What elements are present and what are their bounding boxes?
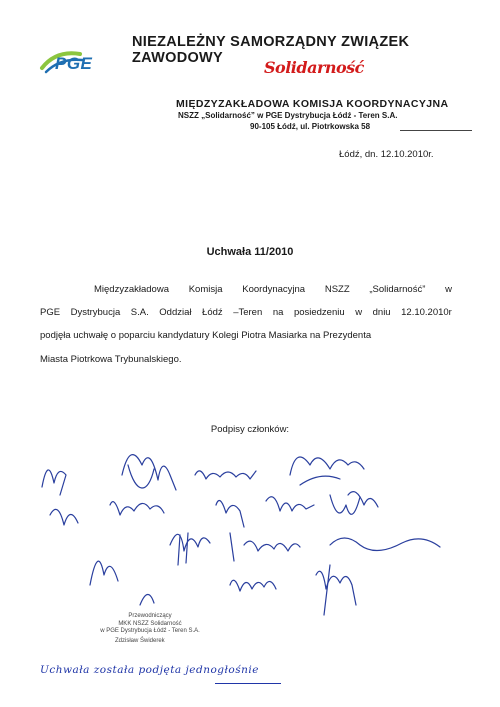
resolution-line-2 <box>40 307 452 318</box>
address-rule <box>400 130 472 131</box>
committee-name: MIĘDZYZAKŁADOWA KOMISJA KOORDYNACYJNA <box>176 98 449 110</box>
word: Międzyzakładowa <box>94 284 169 295</box>
resolution-line-3: podjęła uchwałę o poparciu kandydatury Kolegi Piotra Masiarka na Prezydenta <box>40 330 372 341</box>
word: Koordynacyjna <box>242 284 306 295</box>
word: Komisja <box>188 284 223 295</box>
handwritten-note: Uchwała została podjęta jednogłośnie <box>40 664 259 676</box>
chair-stamp <box>80 613 220 636</box>
address: 90-105 Łódź, ul. Piotrkowska 58 <box>250 122 371 131</box>
word: NSZZ <box>324 284 350 295</box>
place-date: Łódź, dn. 12.10.2010r. <box>339 149 434 160</box>
word: „Solidarność” <box>369 284 426 295</box>
word: 12.10.2010r <box>401 307 452 318</box>
chair-stamp-line: MKK NSZZ Solidarność <box>118 620 182 627</box>
resolution-line-1 <box>94 284 452 295</box>
word: –Teren <box>233 307 263 318</box>
signatures-scribbles <box>30 435 470 630</box>
union-title: NIEZALEŻNY SAMORZĄDNY ZWIĄZEK ZAWODOWY <box>132 34 410 66</box>
word: Dystrybucja <box>70 307 121 318</box>
committee-subline: NSZZ „Solidarność” w PGE Dystrybucja Łódź - Teren S.A. <box>178 111 398 120</box>
signatures-label: Podpisy członków: <box>210 424 290 435</box>
solidarity-logo: Solidarność <box>264 58 364 77</box>
chair-stamp-line: Przewodniczący <box>128 613 172 619</box>
word: na <box>272 307 284 318</box>
word: Łódź <box>202 307 223 318</box>
word: posiedzeniu <box>293 307 345 318</box>
resolution-line-4: Miasta Piotrkowa Trybunalskiego. <box>40 354 182 365</box>
resolution-title: Uchwała 11/2010 <box>206 246 294 258</box>
chair-stamp-line: w PGE Dystrybucja Łódź - Teren S.A. <box>100 628 200 634</box>
word: S.A. <box>130 307 149 318</box>
word: dniu <box>372 307 391 318</box>
chair-name: Zdzisław Świderek <box>115 638 165 644</box>
note-underline <box>215 683 281 684</box>
word: Oddział <box>159 307 192 318</box>
word: w <box>445 284 452 295</box>
word: w <box>355 307 363 318</box>
word: PGE <box>40 307 61 318</box>
pge-logo-text: PGE <box>55 54 93 73</box>
